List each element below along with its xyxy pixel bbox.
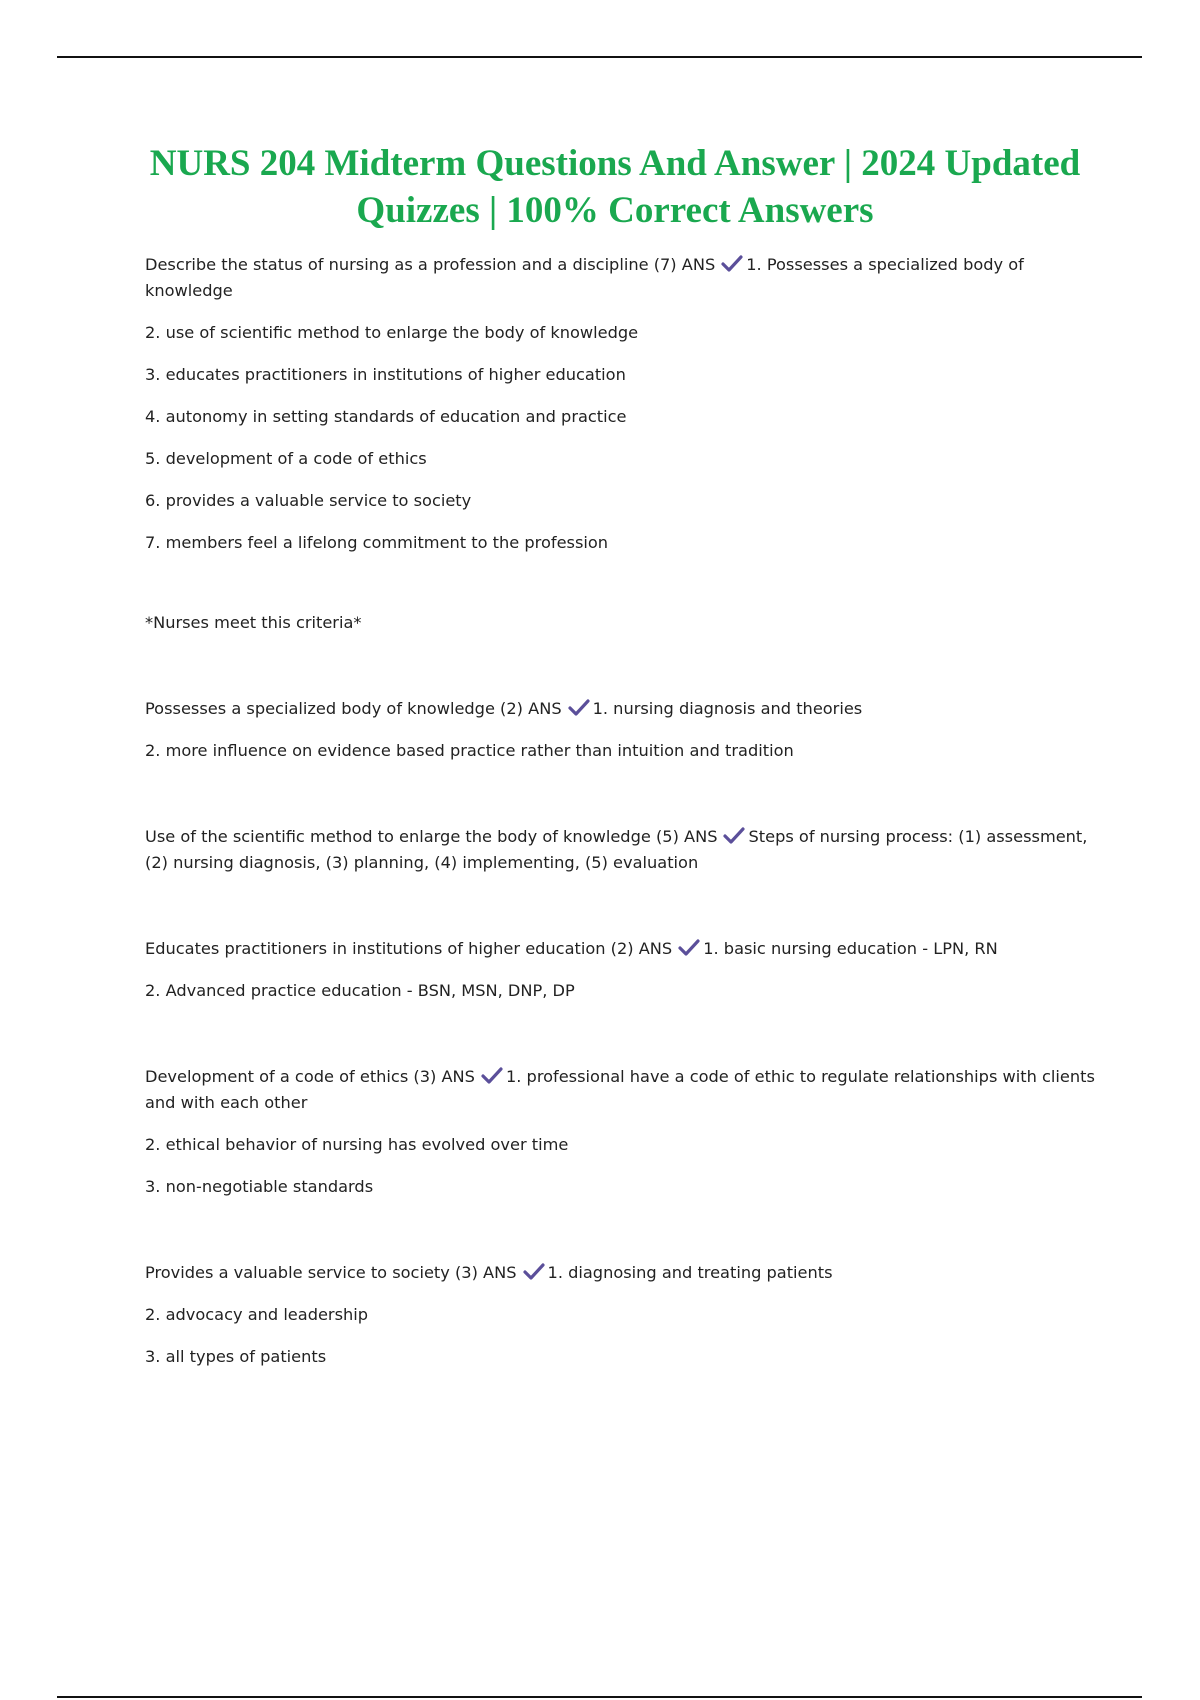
answer-item: 3. non-negotiable standards [145, 1177, 374, 1196]
qa-block [145, 696, 1095, 764]
question-text: Describe the status of nursing as a profession and a discipline (7) ANS [145, 255, 716, 274]
answer-text: 1. diagnosing and treating patients [547, 1263, 833, 1282]
document-body [145, 252, 1095, 1386]
checkmark-icon [481, 1067, 503, 1085]
answer-text: 1. professional have a code of ethic to regulate relationships with clients and with each other [145, 1067, 1095, 1112]
answer-item: 2. ethical behavior of nursing has evolved over time [145, 1135, 569, 1154]
question-line [145, 1064, 1095, 1116]
document-title: NURS 204 Midterm Questions And Answer | 2024 Updated Quizzes | 100% Correct Answers [149, 143, 1081, 231]
checkmark-icon [523, 1263, 545, 1281]
checkmark-icon [678, 939, 700, 957]
top-rule [57, 56, 1142, 58]
question-text: Development of a code of ethics (3) ANS [145, 1067, 475, 1086]
bottom-rule [57, 1696, 1142, 1698]
question-text: Use of the scientific method to enlarge the body of knowledge (5) ANS [145, 827, 718, 846]
question-line [145, 696, 1095, 722]
qa-block [145, 252, 1095, 636]
question-text: Educates practitioners in institutions of higher education (2) ANS [145, 939, 673, 958]
checkmark-icon [721, 255, 743, 273]
checkmark-icon [723, 827, 745, 845]
qa-block [145, 936, 1095, 1004]
answer-item: 2. advocacy and leadership [145, 1305, 369, 1324]
answer-item: 6. provides a valuable service to society [145, 491, 472, 510]
qa-block [145, 824, 1095, 876]
answer-text: 1. basic nursing education - LPN, RN [703, 939, 998, 958]
question-line [145, 824, 1095, 876]
answer-item: 5. development of a code of ethics [145, 449, 427, 468]
checkmark-icon [568, 699, 590, 717]
question-line [145, 936, 1095, 962]
note-text: *Nurses meet this criteria* [145, 613, 362, 632]
answer-text: Steps of nursing process: (1) assessment, (2) nursing diagnosis, (3) planning, (4) implementing, (5) evaluation [145, 827, 1088, 872]
answer-item: 7. members feel a lifelong commitment to the profession [145, 533, 609, 552]
question-text: Provides a valuable service to society (3) ANS [145, 1263, 517, 1282]
question-line [145, 252, 1095, 304]
qa-block [145, 1064, 1095, 1200]
answer-item: 2. use of scientific method to enlarge the body of knowledge [145, 323, 639, 342]
answer-item: 2. Advanced practice education - BSN, MSN, DNP, DP [145, 981, 575, 1000]
answer-item: 2. more influence on evidence based practice rather than intuition and tradition [145, 741, 794, 760]
answer-text: 1. Possesses a specialized body of knowledge [145, 255, 1024, 300]
question-text: Possesses a specialized body of knowledge (2) ANS [145, 699, 562, 718]
qa-block [145, 1260, 1095, 1370]
question-line [145, 1260, 1095, 1286]
answer-item: 3. educates practitioners in institutions of higher education [145, 365, 626, 384]
answer-item: 4. autonomy in setting standards of education and practice [145, 407, 627, 426]
answer-item: 3. all types of patients [145, 1347, 327, 1366]
answer-text: 1. nursing diagnosis and theories [592, 699, 863, 718]
